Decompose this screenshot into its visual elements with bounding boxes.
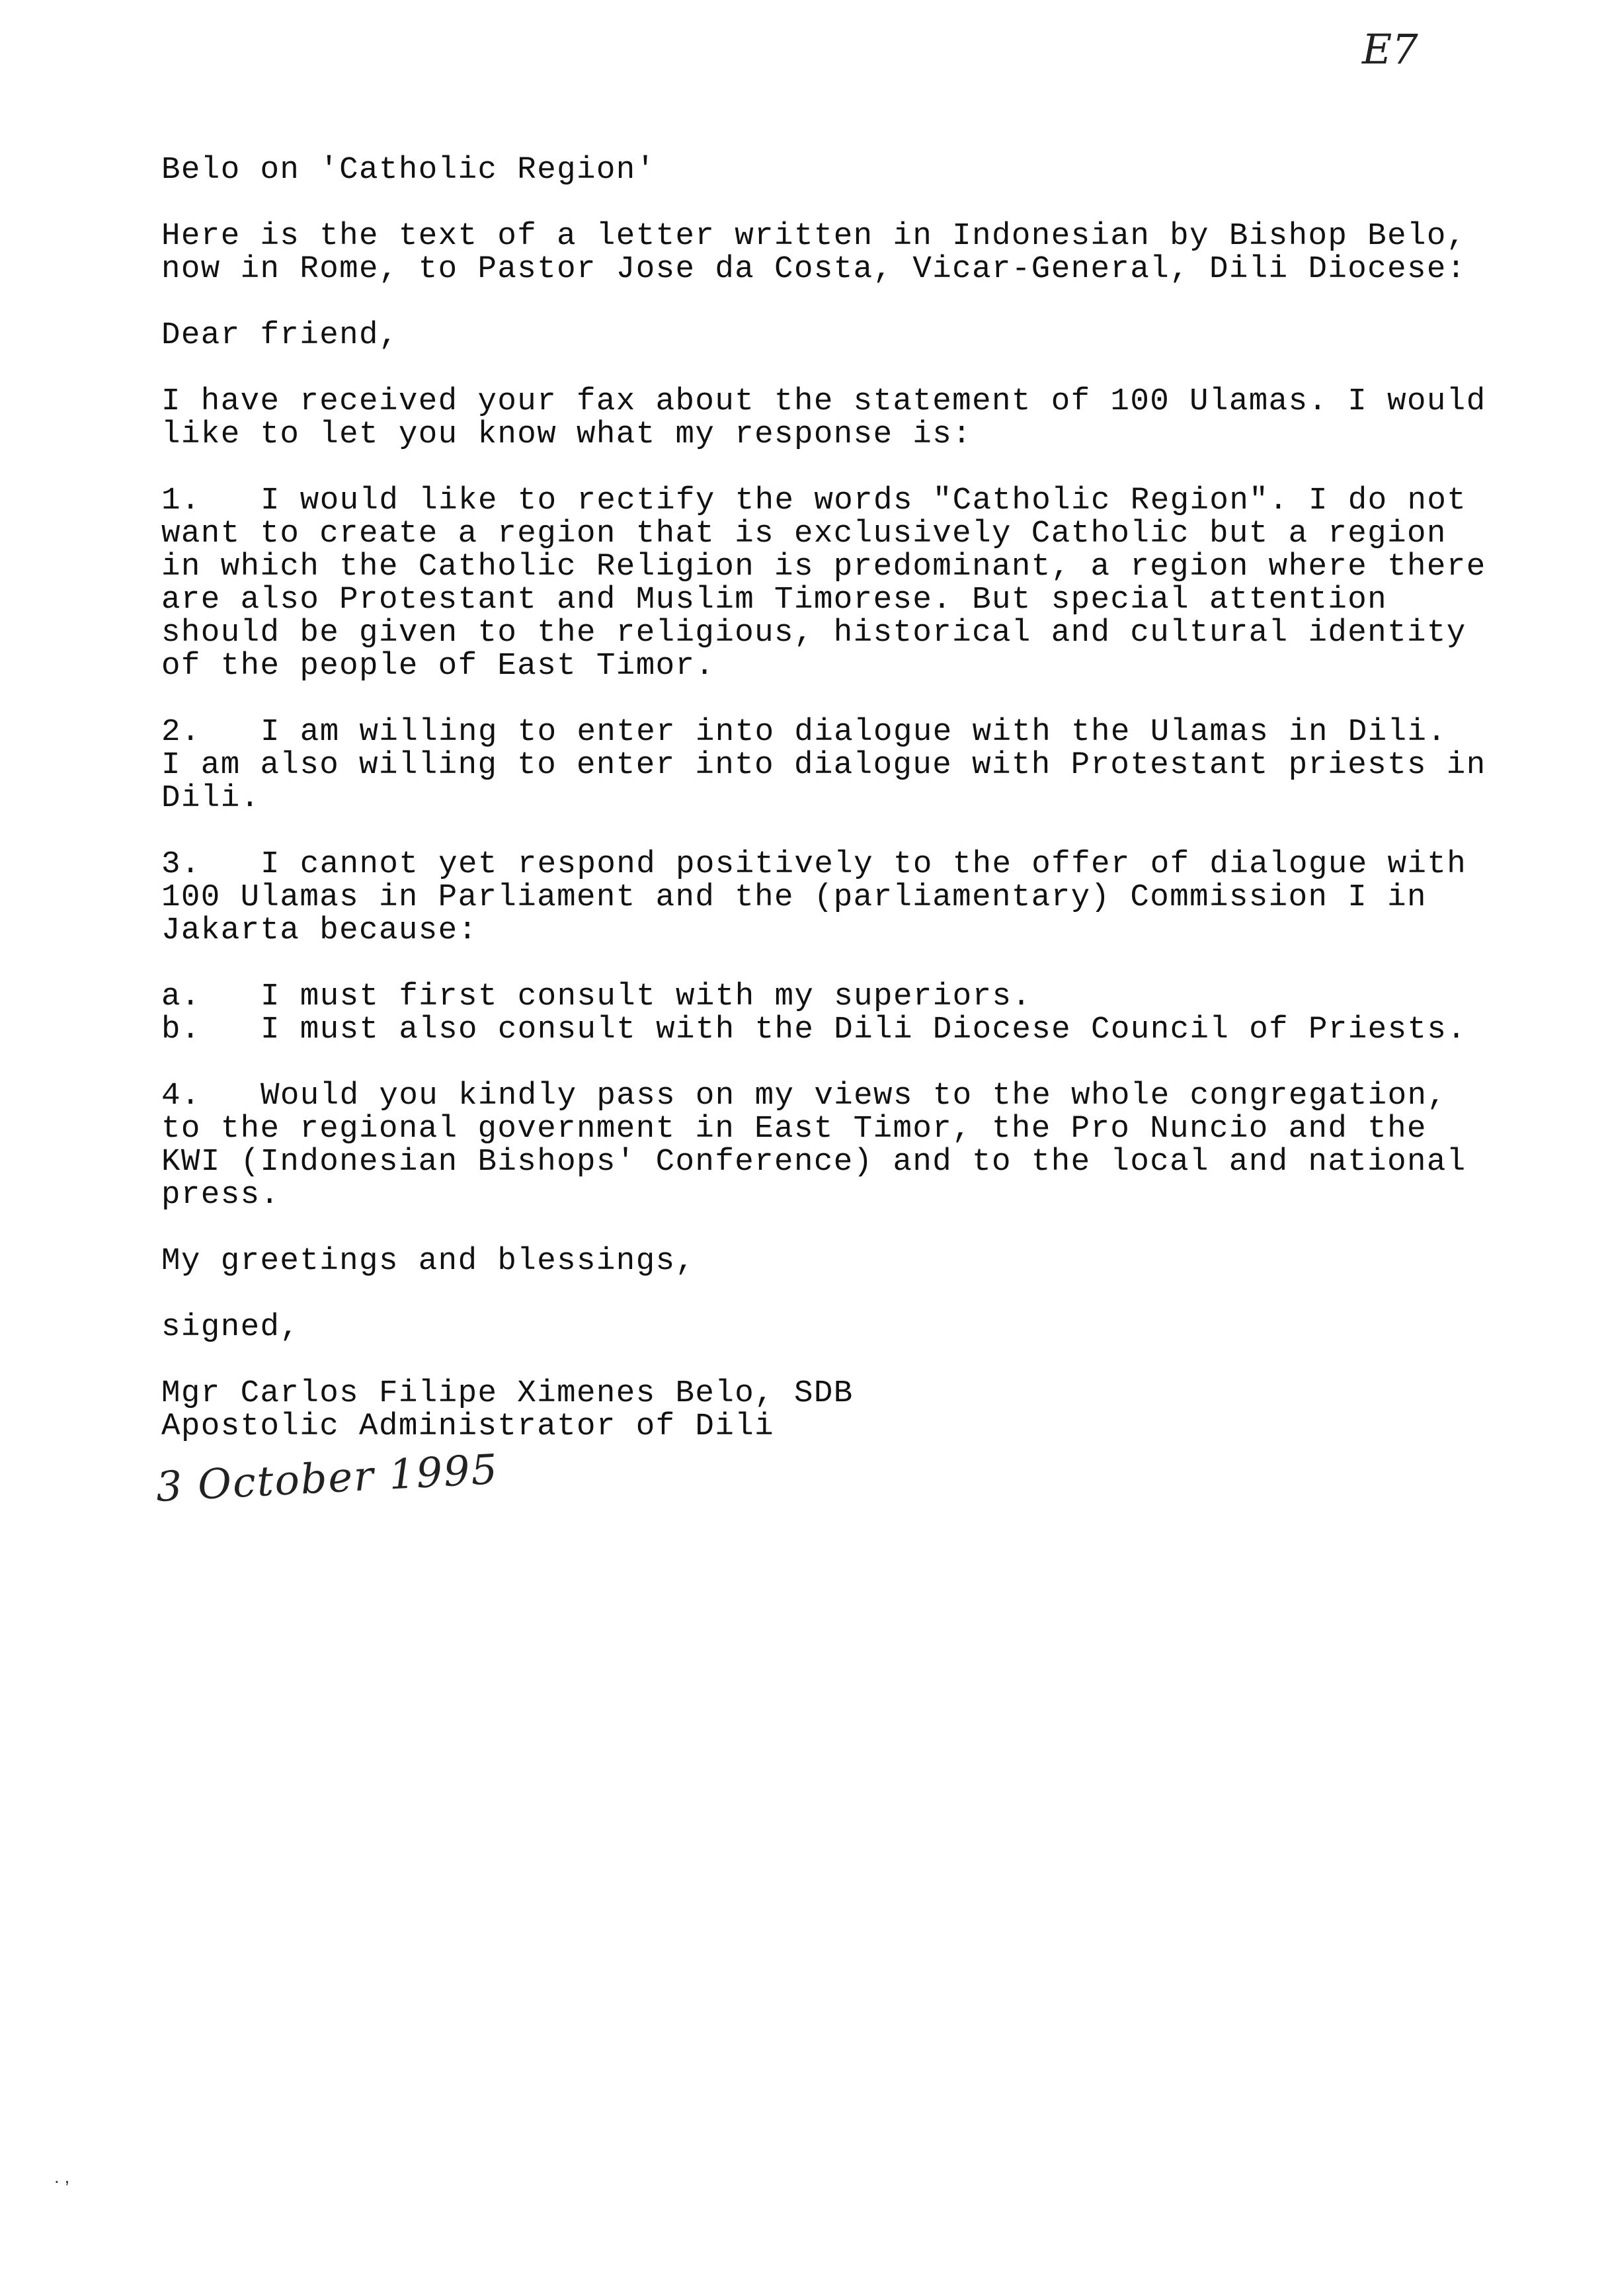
signature-block [161,1377,1457,1443]
point-line [161,1079,1457,1112]
handwritten-corner-mark: E7 [1362,25,1418,73]
signed-label: signed, [161,1309,300,1345]
point-text: I would like to rectify the words "Catholic Region". I do not [261,483,1467,518]
salutation: Dear friend, [161,317,399,353]
point-text: I cannot yet respond positively to the offer of dialogue with [261,846,1467,882]
point-line: of the people of East Timor. [161,648,715,684]
point-text: Would you kindly pass on my views to the whole congregation, [261,1078,1447,1114]
opening-line: like to let you know what my response is: [161,417,973,452]
point-text: I am willing to enter into dialogue with the Ulamas in Dili. [261,714,1447,750]
point-line [161,483,1467,518]
intro-paragraph [161,218,1467,287]
closing-greeting: My greetings and blessings, [161,1243,696,1279]
point-line [161,716,1457,749]
document-title: Belo on 'Catholic Region' [161,152,656,188]
point-3 [161,846,1467,948]
point-4 [161,1078,1467,1213]
point-line: to the regional government in East Timor, the Pro Nuncio and the [161,1111,1427,1147]
intro-line: now in Rome, to Pastor Jose da Costa, Vicar-General, Dili Diocese: [161,251,1467,287]
opening-line: I have received your fax about the statement of 100 Ulamas. I would [161,384,1486,419]
intro-line: Here is the text of a letter written in Indonesian by Bishop Belo, [161,218,1467,254]
point-line: 100 Ulamas in Parliament and the (parliamentary) Commission I in [161,880,1427,915]
opening-paragraph [161,384,1486,452]
sub-point-b [161,1012,1467,1047]
point-line: Jakarta because: [161,913,478,948]
sub-point-label: a. [161,979,201,1014]
point-line: Dili. [161,780,261,816]
point-2 [161,714,1486,816]
point-line [161,846,1467,882]
sub-point-text: I must first consult with my superiors. [261,979,1032,1014]
letter-body [161,152,1486,1444]
sub-point-label: b. [161,1012,201,1047]
sub-point-text: I must also consult with the Dili Diocese Council of Priests. [261,1012,1467,1047]
sub-points [161,979,1467,1047]
point-line: I am also willing to enter into dialogue with Protestant priests in [161,747,1486,783]
point-line: want to create a region that is exclusively Catholic but a region [161,516,1447,552]
handwritten-date: 3 October 1995 [155,1444,500,1511]
point-number: 4. [161,1078,201,1114]
point-line: in which the Catholic Religion is predominant, a region where there [161,549,1486,585]
point-number: 3. [161,846,201,882]
point-number: 2. [161,714,201,750]
sub-point-a [161,980,1457,1013]
margin-specks: . , [54,2166,70,2187]
point-1 [161,483,1486,684]
point-line: are also Protestant and Muslim Timorese. But special attention [161,582,1388,618]
point-line: press. [161,1177,280,1213]
point-line: should be given to the religious, historical and cultural identity [161,615,1467,651]
point-number: 1. [161,483,201,518]
point-line: KWI (Indonesian Bishops' Conference) and to the local and national [161,1144,1467,1180]
signature-title: Apostolic Administrator of Dili [161,1409,775,1444]
signature-name: Mgr Carlos Filipe Ximenes Belo, SDB [161,1375,854,1411]
